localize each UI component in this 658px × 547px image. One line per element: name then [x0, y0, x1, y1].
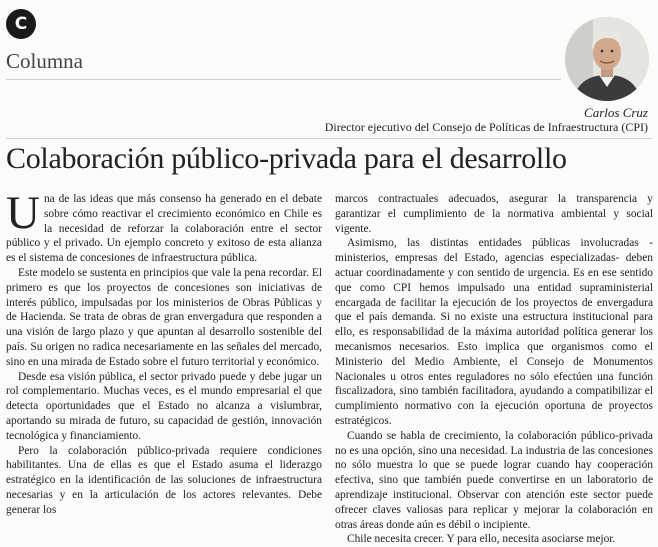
author-role: Director ejecutivo del Consejo de Políticas de Infraestructura (CPI) [324, 120, 648, 134]
article-title: Colaboración público-privada para el desarrollo [6, 142, 567, 175]
author-photo [565, 17, 649, 101]
column-badge: C [6, 9, 36, 39]
paragraph: Desde esa visión pública, el sector privado puede y debe jugar un rol complementario. Muchas veces, es el mundo empresarial el que detecta oportunidades que el Estado no alcanza a vislumbrar, aportando su mirada de futuro, su capacidad de gestión, innovación tecnológica y financiamiento. [6, 370, 322, 442]
paragraph: marcos contractuales adecuados, asegurar la transparencia y garantizar el cumplimiento de la normativa ambiental y social vigente. [335, 193, 653, 235]
author-name: Carlos Cruz [584, 105, 648, 120]
paragraph: Chile necesita crecer. Y para ello, necesita asociarse mejor. [347, 533, 616, 546]
article-column-left [6, 187, 322, 518]
paragraph: Una de las ideas que más consenso ha generado en el debate sobre cómo reactivar el crecimiento económico en Chile es la necesidad de reforzar la colaboración entre el sector público y el privado. Un ejemplo concreto y exitoso de esta alianza es el sistema de concesiones de infraestructura pública. [6, 187, 322, 265]
paragraph: Pero la colaboración público-privada requiere condiciones habilitantes. Una de ellas es que el Estado asuma el liderazgo estratégico en la identificación de las soluciones de infraestructura necesarias y en la articulación de los actores relevantes. Debe generar los [6, 444, 322, 516]
drop-cap: U [6, 187, 40, 239]
paragraph: Cuando se habla de crecimiento, la colaboración público-privada no es una opción, sino una necesidad. La industria de las concesiones no sólo muestra lo que se puede lograr cuando hay cooperación efectiva, sino que también puede convertirse en un laboratorio de aprendizaje institucional. Observar con atención este sector puede ofrecer claves valiosas para replicar y mejorar la colaboración en otras áreas donde aún es débil o incipiente. [335, 429, 653, 531]
article-column-right [335, 192, 653, 547]
paragraph: Este modelo se sustenta en principios que vale la pena recordar. El primero es que los proyectos de concesiones son iniciativas de interés público, impulsadas por los ministerios de Obras Públicas y de Hacienda. Se trata de obras de gran envergadura que responden a una visión de largo plazo y que apuntan al desarrollo sostenible del país. Su origen no radica necesariamente en las señales del mercado, sino en una mirada de Estado sobre el futuro territorial y económico. [6, 266, 322, 368]
section-label: Columna [6, 49, 83, 73]
paragraph: Asimismo, las distintas entidades públicas involucradas -ministerios, empresas del Estado, agencias especializadas- deben actuar coordinadamente y con sentido de urgencia. Es en ese sentido que como CPI hemos impulsado una entidad supraministerial encargada de facilitar la ejecución de los proyectos de envergadura que el país demanda. Si no existe una estructura institucional para ello, es responsabilidad de la máxima autoridad política generar los mecanismos necesarios. Esto implica que organismos como el Ministerio del Medio Ambiente, el Consejo de Monumentos Nacionales u otros entes reguladores no sólo efectúen una función fiscalizadora, sino también facilitadora, ayudando a compatibilizar el cumplimiento normativo con la ejecución oportuna de proyectos estratégicos. [335, 237, 653, 427]
author-divider [6, 138, 652, 139]
header-divider [6, 79, 561, 80]
